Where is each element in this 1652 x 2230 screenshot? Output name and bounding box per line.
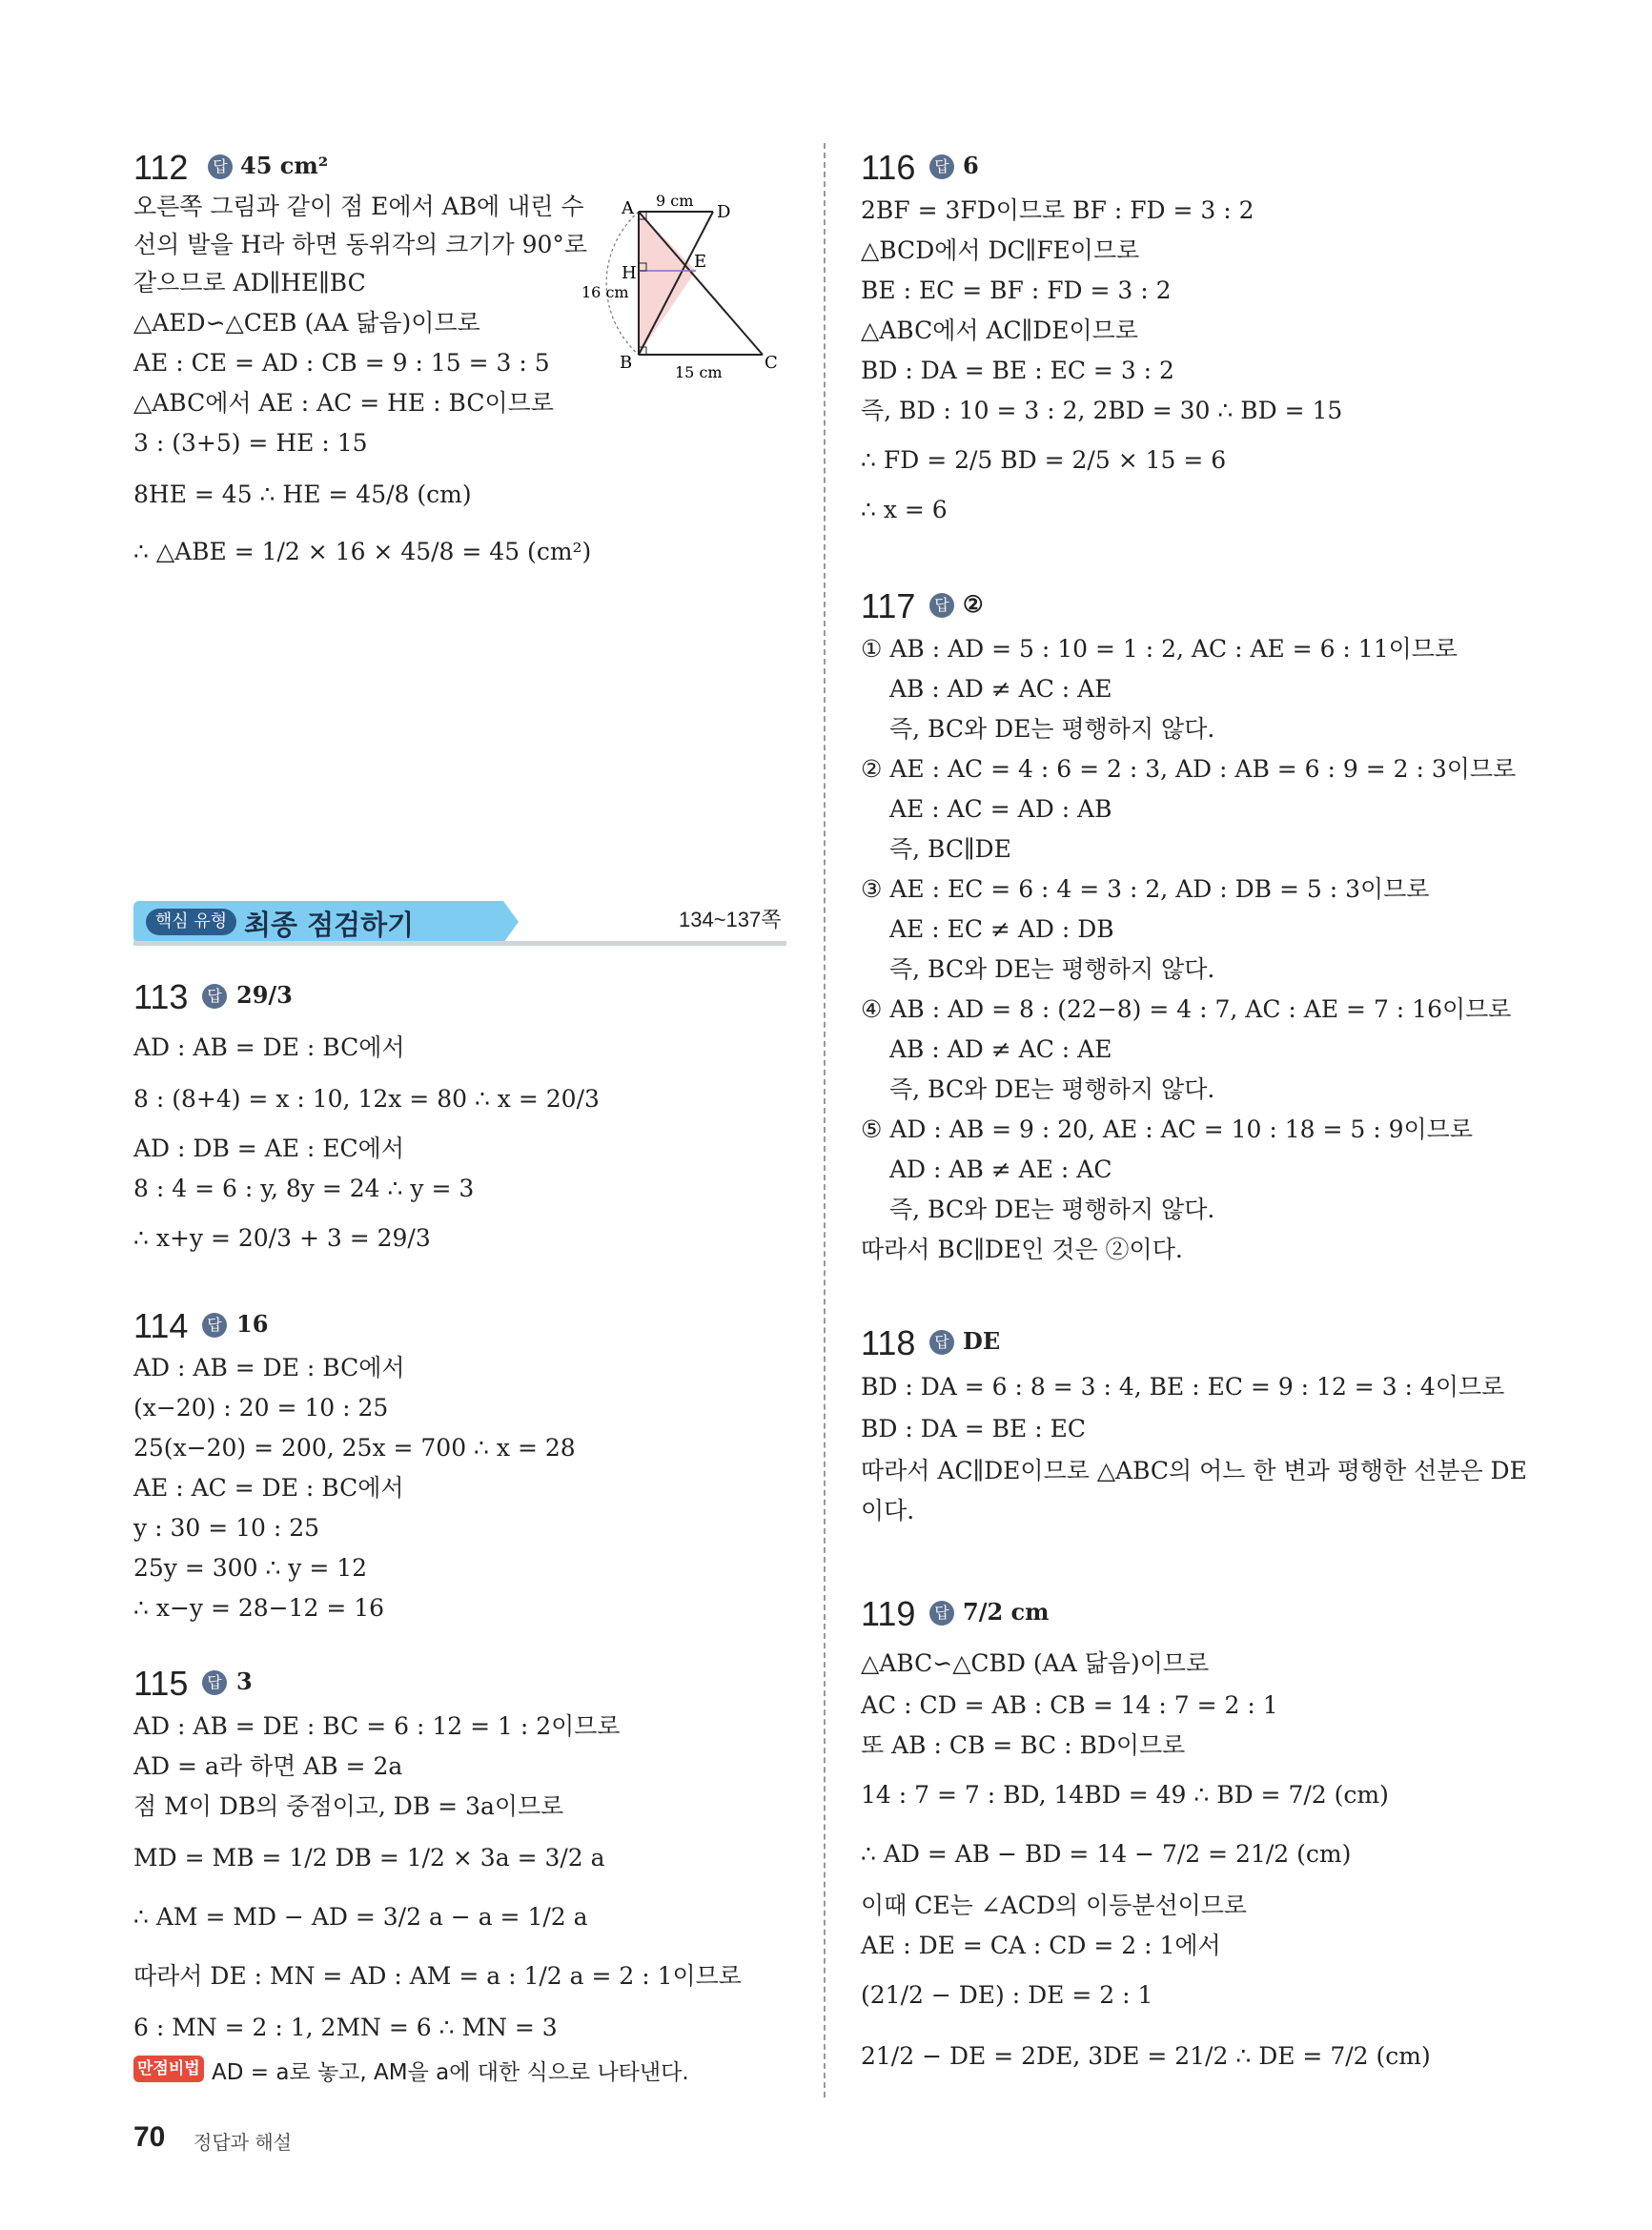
- fig-label: H: [622, 263, 637, 283]
- text-line: ① AB : AD = 5 : 10 = 1 : 2, AC : AE = 6 : 11이므로: [861, 635, 1458, 663]
- answer-badge: 답: [202, 984, 227, 1009]
- fig-label: C: [765, 353, 778, 373]
- text-line: △ABC에서 AE : AC = HE : BC이므로: [133, 389, 554, 417]
- text-line: 따라서 AC∥DE이므로 △ABC의 어느 한 변과 평행한 선분은 DE: [861, 1457, 1527, 1484]
- text-line: 또 AB : CB = BC : BD이므로: [861, 1731, 1186, 1759]
- text-line: AE : DE = CA : CD = 2 : 1에서: [861, 1932, 1221, 1959]
- text-line: 25y = 300 ∴ y = 12: [133, 1554, 368, 1582]
- text-line: 8HE = 45 ∴ HE = 45/8 (cm): [133, 481, 472, 508]
- answer-badge: 답: [202, 1670, 227, 1695]
- text-line: 즉, BD : 10 = 3 : 2, 2BD = 30 ∴ BD = 15: [861, 397, 1343, 424]
- fig-label: D: [717, 202, 731, 222]
- answer-118: DE: [963, 1327, 1001, 1355]
- problem-number-114: 114: [133, 1306, 189, 1345]
- problem-number-119: 119: [861, 1594, 916, 1633]
- fig-label: 15 cm: [675, 363, 723, 381]
- text-line: 따라서 BC∥DE인 것은 ②이다.: [861, 1236, 1183, 1263]
- footer-label: 정답과 해설: [194, 2131, 292, 2154]
- text-line: AD : DB = AE : EC에서: [133, 1135, 404, 1162]
- text-line: AE : AC = DE : BC에서: [133, 1474, 404, 1502]
- text-line: 같으므로 AD∥HE∥BC: [133, 269, 366, 297]
- answer-116: 6: [963, 152, 979, 179]
- answer-badge: 답: [208, 154, 233, 179]
- text-line: △BCD에서 DC∥FE이므로: [861, 236, 1140, 264]
- text-line: 점 M이 DB의 중점이고, DB = 3a이므로: [133, 1792, 564, 1820]
- banner-tag: 핵심 유형: [146, 909, 236, 935]
- text-line: 21/2 − DE = 2DE, 3DE = 21/2 ∴ DE = 7/2 (cm): [861, 2042, 1431, 2070]
- text-line: MD = MB = 1/2 DB = 1/2 × 3a = 3/2 a: [133, 1844, 605, 1872]
- answer-badge: 답: [929, 1330, 954, 1355]
- tip-tag: 만점비법: [133, 2056, 204, 2082]
- text-line: AE : CE = AD : CB = 9 : 15 = 3 : 5: [133, 349, 550, 377]
- text-line: ∴ FD = 2/5 BD = 2/5 × 15 = 6: [861, 446, 1227, 474]
- tip-text: AD = a로 놓고, AM을 a에 대한 식으로 나타낸다.: [212, 2060, 689, 2085]
- answer-113: 29/3: [236, 981, 293, 1009]
- text-line: AD : AB = DE : BC에서: [133, 1354, 405, 1381]
- problem-number-117: 117: [861, 586, 916, 625]
- fig-label: A: [622, 198, 634, 218]
- column-divider: [824, 143, 826, 2097]
- text-line: (21/2 − DE) : DE = 2 : 1: [861, 1981, 1153, 2009]
- text-line: 6 : MN = 2 : 1, 2MN = 6 ∴ MN = 3: [133, 2014, 558, 2041]
- text-line: ② AE : AC = 4 : 6 = 2 : 3, AD : AB = 6 : 9 = 2 : 3이므로: [861, 755, 1517, 783]
- text-line: 즉, BC와 DE는 평행하지 않다.: [889, 955, 1215, 983]
- text-line: BD : DA = BE : EC: [861, 1415, 1086, 1442]
- text-line: ∴ AM = MD − AD = 3/2 a − a = 1/2 a: [133, 1903, 588, 1931]
- text-line: BD : DA = 6 : 8 = 3 : 4, BE : EC = 9 : 12 = 3 : 4이므로: [861, 1373, 1505, 1401]
- text-line: ∴ x = 6: [861, 496, 948, 523]
- text-line: AE : AC = AD : AB: [889, 795, 1112, 823]
- text-line: AD : AB = DE : BC에서: [133, 1033, 405, 1061]
- answer-badge: 답: [929, 154, 954, 179]
- answer-badge: 답: [929, 1601, 954, 1626]
- text-line: 선의 발을 H라 하면 동위각의 크기가 90°로: [133, 231, 588, 258]
- fig-label: E: [694, 252, 707, 272]
- text-line: 따라서 DE : MN = AD : AM = a : 1/2 a = 2 : 1이므로: [133, 1962, 742, 1990]
- answer-117: ②: [963, 590, 984, 618]
- text-line: AD = a라 하면 AB = 2a: [133, 1752, 403, 1780]
- text-line: 8 : 4 = 6 : y, 8y = 24 ∴ y = 3: [133, 1175, 475, 1202]
- text-line: ⑤ AD : AB = 9 : 20, AE : AC = 10 : 18 = 5 : 9이므로: [861, 1115, 1473, 1143]
- text-line: 8 : (8+4) = x : 10, 12x = 80 ∴ x = 20/3: [133, 1085, 600, 1113]
- text-line: BD : DA = BE : EC = 3 : 2: [861, 357, 1174, 384]
- text-line: AD : AB ≠ AE : AC: [889, 1156, 1112, 1183]
- answer-112: 45 cm²: [240, 152, 329, 179]
- text-line: 3 : (3+5) = HE : 15: [133, 429, 368, 457]
- answer-119: 7/2 cm: [963, 1598, 1050, 1626]
- triangle-figure: [572, 191, 791, 381]
- text-line: ∴ x−y = 28−12 = 16: [133, 1594, 385, 1622]
- text-line: △ABC∽△CBD (AA 닮음)이므로: [861, 1649, 1210, 1677]
- text-line: 25(x−20) = 200, 25x = 700 ∴ x = 28: [133, 1434, 576, 1462]
- problem-number-115: 115: [133, 1664, 189, 1703]
- text-line: ④ AB : AD = 8 : (22−8) = 4 : 7, AC : AE = 7 : 16이므로: [861, 995, 1512, 1023]
- answer-115: 3: [236, 1667, 253, 1695]
- page-number: 70: [133, 2121, 166, 2153]
- text-line: 즉, BC와 DE는 평행하지 않다.: [889, 715, 1215, 743]
- text-line: 2BF = 3FD이므로 BF : FD = 3 : 2: [861, 196, 1254, 224]
- text-line: AB : AD ≠ AC : AE: [889, 675, 1112, 703]
- text-line: y : 30 = 10 : 25: [133, 1514, 320, 1542]
- text-line: 이때 CE는 ∠ACD의 이등분선이므로: [861, 1892, 1248, 1919]
- banner-tail: [503, 901, 519, 943]
- text-line: ∴ x+y = 20/3 + 3 = 29/3: [133, 1224, 431, 1252]
- answer-badge: 답: [202, 1313, 227, 1338]
- text-line: 14 : 7 = 7 : BD, 14BD = 49 ∴ BD = 7/2 (cm): [861, 1781, 1389, 1809]
- fig-label: 9 cm: [656, 192, 694, 210]
- answer-114: 16: [236, 1310, 269, 1338]
- answer-badge: 답: [929, 593, 954, 618]
- text-line: 오른쪽 그림과 같이 점 E에서 AB에 내린 수: [133, 193, 584, 220]
- text-line: ∴ △ABE = 1/2 × 16 × 45/8 = 45 (cm²): [133, 538, 592, 565]
- text-line: (x−20) : 20 = 10 : 25: [133, 1394, 389, 1422]
- text-line: AB : AD ≠ AC : AE: [889, 1035, 1112, 1063]
- text-line: AC : CD = AB : CB = 14 : 7 = 2 : 1: [861, 1691, 1278, 1719]
- text-line: AD : AB = DE : BC = 6 : 12 = 1 : 2이므로: [133, 1712, 621, 1740]
- text-line: AE : EC ≠ AD : DB: [889, 915, 1114, 943]
- problem-number-116: 116: [861, 148, 916, 187]
- text-line: ③ AE : EC = 6 : 4 = 3 : 2, AD : DB = 5 : 3이므로: [861, 875, 1430, 903]
- text-line: △ABC에서 AC∥DE이므로: [861, 317, 1138, 344]
- text-line: 즉, BC와 DE는 평행하지 않다.: [889, 1196, 1215, 1223]
- text-line: BE : EC = BF : FD = 3 : 2: [861, 276, 1172, 304]
- text-line: 이다.: [861, 1497, 915, 1524]
- problem-number-112: 112: [133, 148, 189, 187]
- banner-underline: [133, 941, 786, 946]
- banner-pages: 134~137쪽: [679, 908, 782, 931]
- banner-title: 최종 점검하기: [244, 909, 415, 941]
- problem-number-113: 113: [133, 977, 189, 1016]
- text-line: 즉, BC와 DE는 평행하지 않다.: [889, 1075, 1215, 1103]
- problem-number-118: 118: [861, 1323, 916, 1362]
- fig-label: 16 cm: [581, 283, 629, 301]
- text-line: △AED∽△CEB (AA 닮음)이므로: [133, 309, 480, 337]
- fig-label: B: [620, 353, 633, 373]
- text-line: ∴ AD = AB − BD = 14 − 7/2 = 21/2 (cm): [861, 1840, 1352, 1868]
- text-line: 즉, BC∥DE: [889, 835, 1011, 863]
